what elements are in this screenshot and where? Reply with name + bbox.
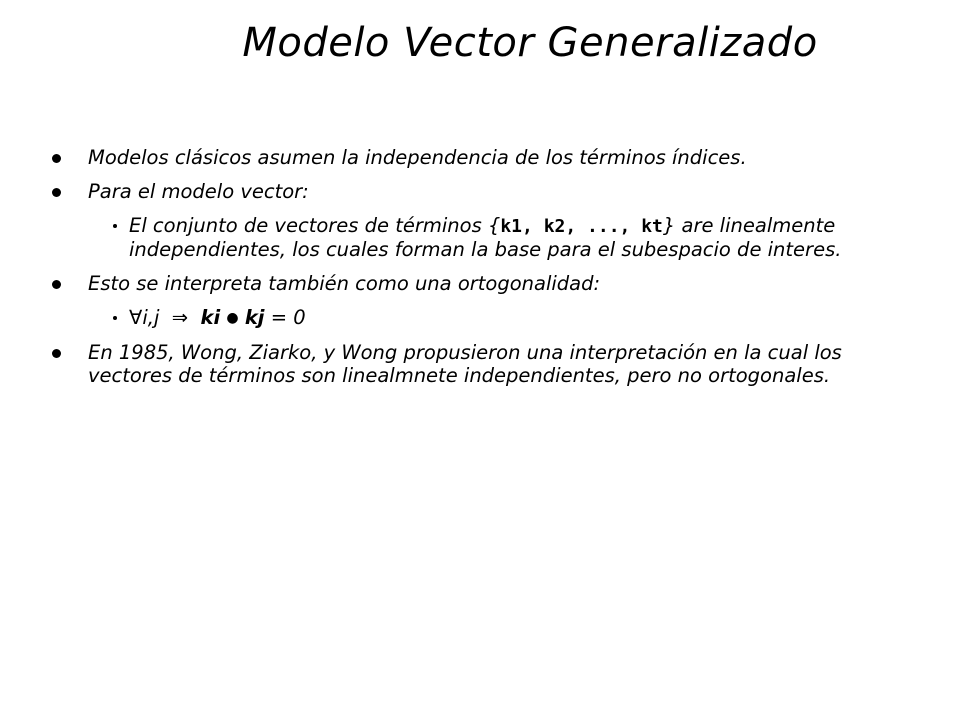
slide-title: Modelo Vector Generalizado (242, 20, 818, 66)
slide-content (0, 146, 960, 398)
formula-kj: kj (244, 306, 265, 329)
sub-bullet-text-suffix: } are linealmente independientes, los cuales forman la base para el subespacio de interes. (129, 214, 842, 261)
dot-product-symbol: ● (226, 310, 239, 326)
sub-bullet-text-prefix: El conjunto de vectores de términos { (129, 214, 501, 237)
sub-bullet-dot-icon (113, 316, 117, 320)
implies-symbol: ⇒ (171, 306, 189, 329)
formula-vars: i,j (142, 306, 160, 329)
bullet-item (0, 341, 908, 387)
bullet-dot-icon (52, 349, 61, 358)
bullet-dot-icon (52, 188, 61, 197)
bullet-dot-icon (52, 280, 61, 289)
bullet-text: Modelos clásicos asumen la independencia de los términos índices. (88, 146, 747, 169)
sub-bullet-item (0, 306, 869, 330)
bullet-item (0, 146, 960, 169)
bullet-item (0, 180, 960, 203)
forall-symbol: ∀ (129, 306, 143, 329)
bullet-text: Para el modelo vector: (88, 180, 309, 203)
bullet-text: En 1985, Wong, Ziarko, y Wong propusieron una interpretación en la cual los vectores de términos son linealmnete independientes, pero no ortogonales. (88, 341, 842, 387)
bullet-item (0, 272, 960, 295)
bullet-dot-icon (52, 154, 61, 163)
bullet-text: Esto se interpreta también como una ortogonalidad: (88, 272, 601, 295)
sub-bullet-dot-icon (113, 224, 117, 228)
term-vector-code: k1, k2, ..., kt (500, 216, 663, 237)
formula-equals: = 0 (270, 306, 306, 329)
sub-bullet-item (0, 214, 869, 261)
formula-ki: ki (200, 306, 221, 329)
